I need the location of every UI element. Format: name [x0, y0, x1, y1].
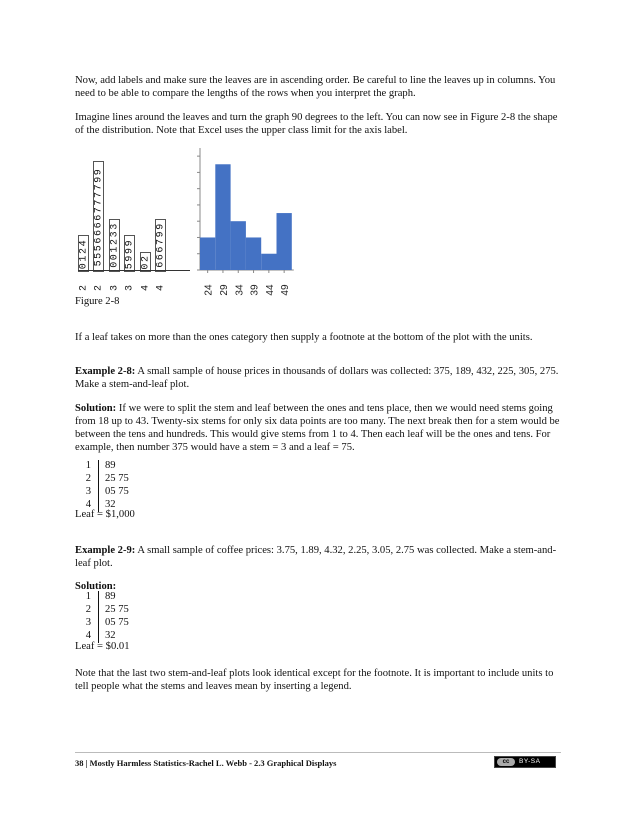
- solution-2-8-text: If we were to split the stem and leaf between the ones and tens place, then we would need stems going from 18 up to 43. Twenty-six stems for only six data points are too many. The next break then for a stem would be between the tens and hundreds. This would give stems from 1 to 4. Then each leaf will be the ones and tens. For example, then number 375 would have a stem = 3 and a leaf = 75.: [75, 403, 560, 453]
- page-footer: 38 | Mostly Harmless Statistics-Rachel L. Webb - 2.3 Graphical Displays: [75, 758, 337, 768]
- rotated-plot-baseline: [78, 270, 190, 271]
- rotated-plot-column: [109, 219, 120, 296]
- solution-2-8: [75, 402, 561, 454]
- stem-value: 3: [85, 486, 91, 497]
- leaf-values: 25 75: [105, 604, 129, 615]
- rotated-stem-leaf-plot: [78, 162, 190, 296]
- rotated-leaf-digits: 5556666777799: [93, 167, 104, 267]
- x-tick-label: 39: [249, 284, 261, 296]
- leaf-values: 32: [105, 630, 116, 641]
- x-tick-label: 29: [218, 284, 230, 296]
- stem-value: 4: [85, 499, 91, 510]
- solution-2-9-label: Solution:: [75, 581, 117, 592]
- example-2-8-label: Example 2-8:: [75, 366, 136, 377]
- rotated-leaf-box: [124, 235, 135, 272]
- histogram-bar: [200, 237, 215, 270]
- histogram-bar: [246, 237, 261, 270]
- leaf-values: 05 75: [105, 486, 129, 497]
- stem-value: 1: [85, 591, 91, 602]
- rotated-plot-column: [78, 235, 89, 296]
- example-2-9-label: Example 2-9:: [75, 545, 136, 556]
- leaf-values: 89: [105, 591, 116, 602]
- rotated-stem-label: 4: [140, 284, 151, 292]
- histogram-bar: [231, 221, 246, 270]
- rotated-leaf-box: [140, 252, 151, 272]
- histogram-bar: [261, 254, 276, 270]
- x-tick-label: 44: [264, 284, 276, 296]
- paragraph-legend-note: Note that the last two stem-and-leaf plots look identical except for the footnote. It is important to include units to tell people what the stems and leaves mean by inserting a legend.: [75, 668, 554, 692]
- solution-2-8-label: Solution:: [75, 403, 117, 414]
- rotated-plot-column: [124, 235, 135, 296]
- rotated-plot-column: [93, 161, 104, 296]
- stem-value: 1: [85, 460, 91, 471]
- cc-icon: cc: [497, 758, 515, 766]
- rotated-plot-column: [140, 252, 151, 296]
- stem-leaf-legend: Leaf = $1,000: [75, 509, 135, 520]
- rotated-plot-column: [155, 219, 166, 296]
- footer-divider: [75, 752, 561, 753]
- leaf-values: 32: [105, 499, 116, 510]
- paragraph-leaves-ascending: Now, add labels and make sure the leaves are in ascending order. Be careful to line the leaves up in columns. You need to be able to compare the lengths of the rows when you interpret the graph.: [75, 75, 556, 99]
- paragraph-footnote-units: If a leaf takes on more than the ones category then supply a footnote at the bottom of the plot with the units.: [75, 332, 533, 343]
- rotated-leaf-box: [93, 161, 104, 272]
- example-2-8-text: A small sample of house prices in thousands of dollars was collected: 375, 189, 432, 225, 305, 275. Make a stem-and-leaf plot.: [75, 366, 559, 390]
- rotated-leaf-box: [109, 219, 120, 272]
- paragraph-rotate-graph: Imagine lines around the leaves and turn the graph 90 degrees to the left. You can now see in Figure 2-8 the shape of the distribution. Note that Excel uses the upper class limit for the axis label.: [75, 112, 558, 136]
- leaf-values: 05 75: [105, 617, 129, 628]
- histogram-chart: [190, 140, 310, 300]
- x-tick-label: 49: [280, 284, 292, 296]
- stem-divider: [98, 591, 99, 643]
- example-2-9: [75, 544, 561, 570]
- rotated-stem-label: 2: [78, 284, 89, 292]
- leaf-values: 89: [105, 460, 116, 471]
- rotated-stem-label: 4: [155, 284, 166, 292]
- stem-value: 2: [85, 604, 91, 615]
- example-2-9-text: A small sample of coffee prices: 3.75, 1.89, 4.32, 2.25, 3.05, 2.75 was collected. Make a stem-and-leaf plot.: [75, 545, 557, 569]
- figure-caption: Figure 2-8: [75, 296, 120, 307]
- rotated-stem-label: 3: [109, 284, 120, 292]
- example-2-8: [75, 365, 561, 391]
- stem-leaf-legend: Leaf = $0.01: [75, 641, 130, 652]
- leaf-values: 25 75: [105, 473, 129, 484]
- rotated-leaf-box: [78, 235, 89, 272]
- rotated-leaf-digits: 001233: [109, 222, 120, 269]
- cc-license-badge[interactable]: [494, 756, 556, 768]
- rotated-leaf-digits: 0124: [78, 238, 89, 269]
- histogram-bar: [277, 213, 292, 270]
- rotated-leaf-box: [155, 219, 166, 272]
- x-tick-label: 24: [203, 284, 215, 296]
- rotated-stem-label: 2: [93, 284, 104, 292]
- rotated-leaf-digits: 02: [140, 254, 151, 270]
- x-tick-label: 34: [234, 284, 246, 296]
- rotated-leaf-digits: 666799: [155, 222, 166, 269]
- license-label: BY-SA: [519, 758, 541, 765]
- histogram-bar: [215, 164, 230, 270]
- stem-divider: [98, 460, 99, 512]
- stem-value: 3: [85, 617, 91, 628]
- stem-value: 4: [85, 630, 91, 641]
- stem-value: 2: [85, 473, 91, 484]
- rotated-leaf-digits: 5999: [124, 238, 135, 269]
- rotated-stem-label: 3: [124, 284, 135, 292]
